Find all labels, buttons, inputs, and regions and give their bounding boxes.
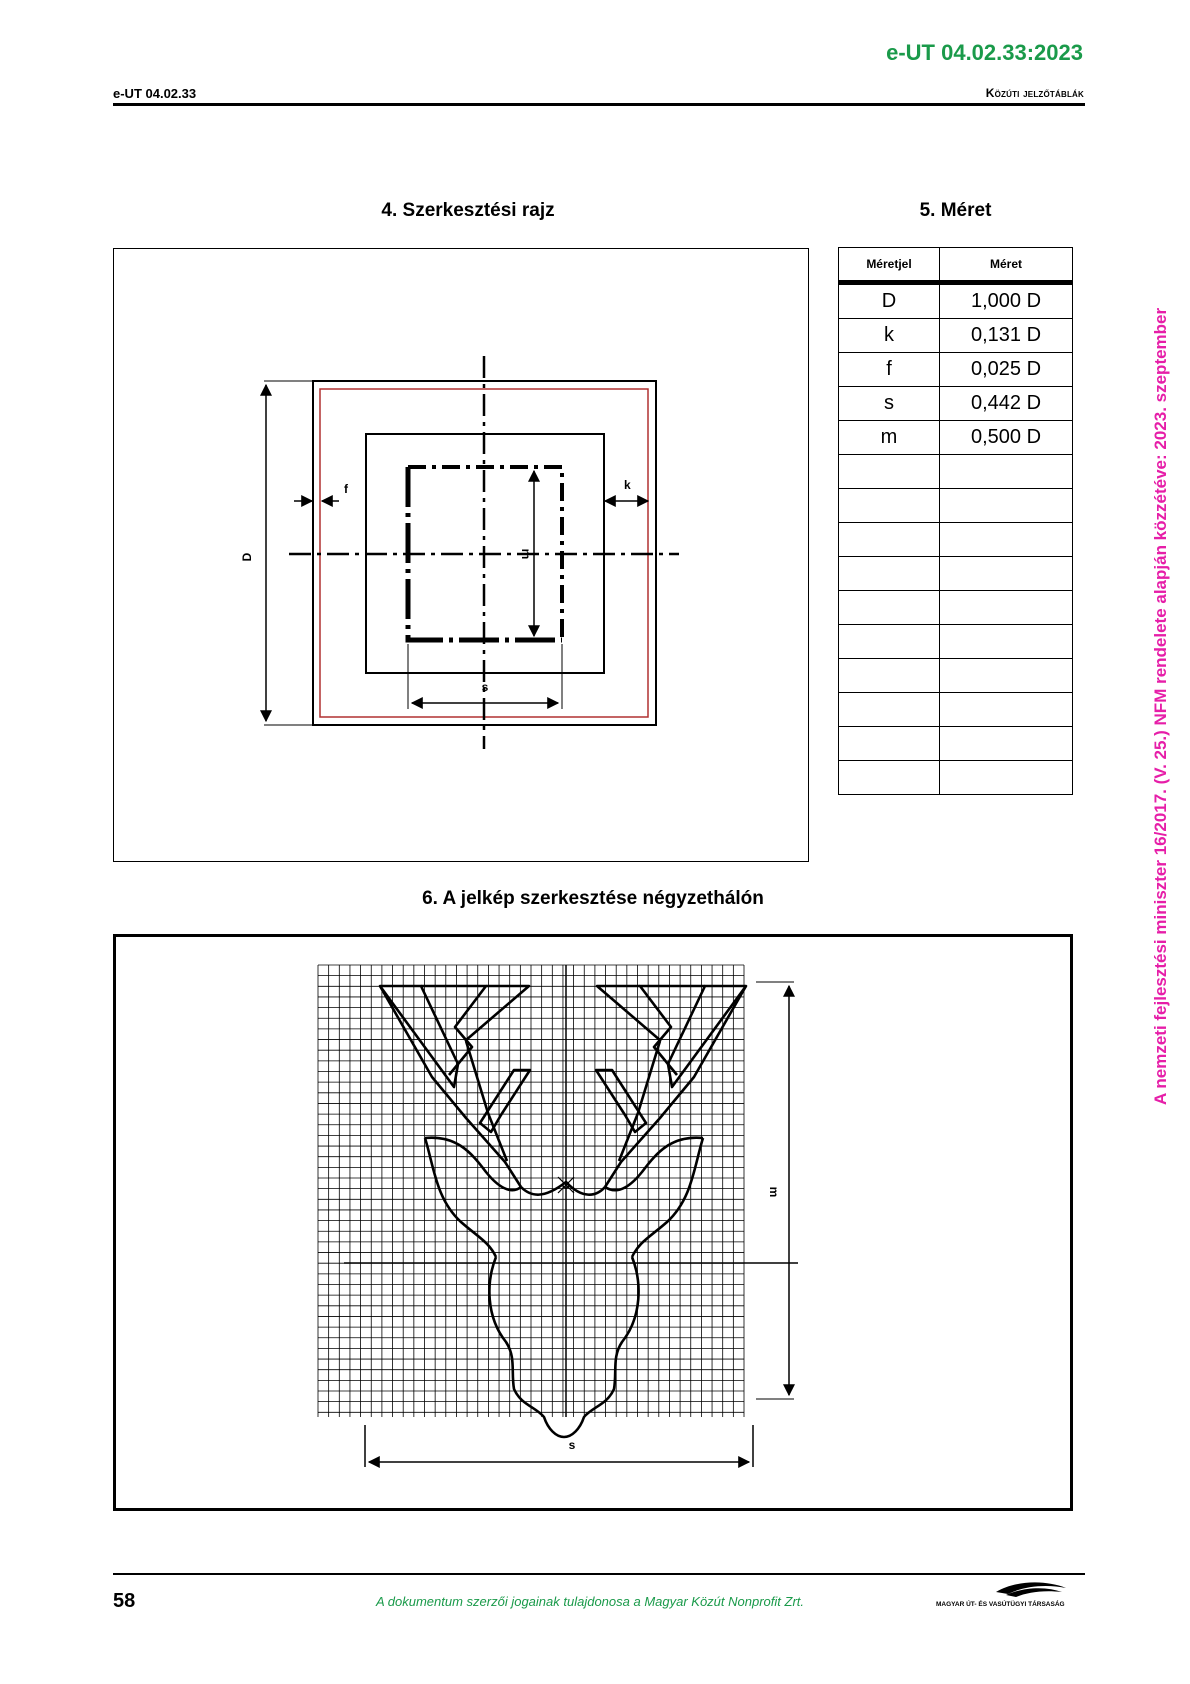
- table-row: [839, 625, 1073, 659]
- dimension-s-label: s: [481, 680, 489, 694]
- header-section-name: Közúti jelzőtáblák: [985, 86, 1084, 100]
- dimension-value-cell: 0,442 D: [940, 387, 1073, 421]
- dimension-D-label: D: [240, 552, 254, 562]
- dimension-symbol-cell: k: [839, 319, 940, 353]
- dimension-value-cell: [940, 761, 1073, 795]
- table-row: [839, 727, 1073, 761]
- table-row: [839, 455, 1073, 489]
- dimension-value-cell: [940, 489, 1073, 523]
- dimension-symbol-cell: [839, 625, 940, 659]
- table-row: [839, 761, 1073, 795]
- table-row: [839, 557, 1073, 591]
- table-row: [839, 319, 1073, 353]
- section5-title: 5. Méret: [919, 200, 992, 221]
- dimension-value-cell: [940, 557, 1073, 591]
- dimension-m-label: m: [519, 548, 533, 560]
- dimension-symbol-cell: [839, 557, 940, 591]
- dimension-table-body: [839, 283, 1073, 795]
- grid-drawing: [116, 937, 1070, 1508]
- square-grid: [318, 965, 744, 1417]
- dimension-symbol-cell: [839, 455, 940, 489]
- dimension-symbol-cell: [839, 489, 940, 523]
- dimension-symbol-cell: [839, 693, 940, 727]
- table-row: [839, 523, 1073, 557]
- table-row: [839, 659, 1073, 693]
- header-rule: [113, 103, 1085, 106]
- construction-drawing-frame: [113, 248, 809, 862]
- grid-dimension-m-label: m: [767, 1186, 781, 1198]
- table-row: [839, 693, 1073, 727]
- left-antler-inner: [480, 1070, 530, 1132]
- table-row: [839, 591, 1073, 625]
- svg-text:MAGYAR ÚT- ÉS VASÚTÜGYI TÁRSAS: MAGYAR ÚT- ÉS VASÚTÜGYI TÁRSASÁG: [936, 1601, 1065, 1608]
- table-row: [839, 421, 1073, 455]
- section4-title: 4. Szerkesztési rajz: [381, 200, 555, 221]
- page-number: 58: [113, 1590, 136, 1612]
- footer-rule: [113, 1573, 1085, 1575]
- dimension-symbol-cell: D: [839, 283, 940, 319]
- dimension-symbol-cell: s: [839, 387, 940, 421]
- dimension-symbol-cell: f: [839, 353, 940, 387]
- right-antler-inner: [596, 1070, 646, 1132]
- grid-dimension-s-label: s: [568, 1438, 576, 1452]
- column-header-size: Méret: [940, 248, 1073, 283]
- table-row: [839, 353, 1073, 387]
- dimension-symbol-cell: [839, 591, 940, 625]
- document-code: e-UT 04.02.33:2023: [886, 40, 1083, 65]
- dimension-value-cell: [940, 659, 1073, 693]
- copyright-notice: A dokumentum szerzői jogainak tulajdonosa a Magyar Közút Nonprofit Zrt.: [375, 1594, 804, 1609]
- dimension-symbol-cell: [839, 727, 940, 761]
- header-standard-id: e-UT 04.02.33: [113, 86, 197, 101]
- dimension-symbol-cell: [839, 659, 940, 693]
- dimension-value-cell: [940, 455, 1073, 489]
- table-row: [839, 283, 1073, 319]
- publication-note: A nemzeti fejlesztési miniszter 16/2017. (V. 25.) NFM rendelete alapján közzétéve: 2023. szeptember: [1151, 307, 1170, 1105]
- column-header-symbol: Méretjel: [839, 248, 940, 283]
- grid-drawing-frame: [113, 934, 1073, 1511]
- dimension-value-cell: [940, 727, 1073, 761]
- dimension-value-cell: [940, 693, 1073, 727]
- dimension-value-cell: 0,131 D: [940, 319, 1073, 353]
- section6-title: 6. A jelkép szerkesztése négyzethálón: [422, 888, 764, 909]
- dimension-value-cell: 0,500 D: [940, 421, 1073, 455]
- dimension-value-cell: [940, 625, 1073, 659]
- table-row: [839, 489, 1073, 523]
- dimension-k-label: k: [624, 478, 631, 492]
- dimension-table: [838, 247, 1073, 795]
- dimension-value-cell: [940, 523, 1073, 557]
- dimension-symbol-cell: [839, 523, 940, 557]
- dimension-symbol-cell: [839, 761, 940, 795]
- dimension-value-cell: 1,000 D: [940, 283, 1073, 319]
- dimension-symbol-cell: m: [839, 421, 940, 455]
- table-row: [839, 387, 1073, 421]
- construction-drawing: [114, 249, 810, 863]
- dimension-value-cell: [940, 591, 1073, 625]
- dimension-f-label: f: [344, 482, 348, 496]
- society-logo: [936, 1578, 1086, 1612]
- dimension-value-cell: 0,025 D: [940, 353, 1073, 387]
